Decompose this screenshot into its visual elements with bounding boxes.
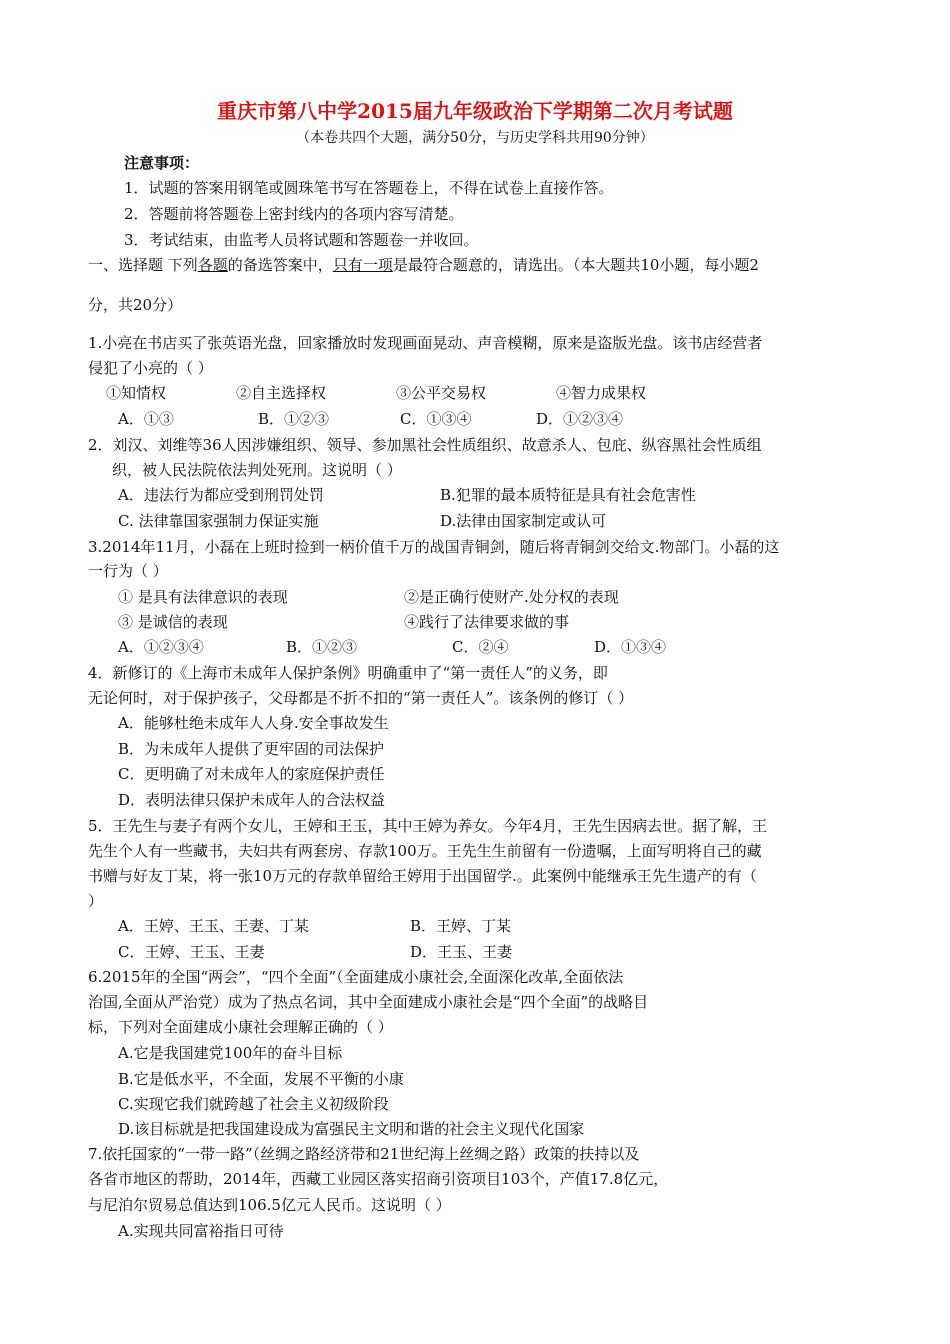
section-heading-underlined: 各题 [197, 256, 228, 274]
q3-statement-1: ① 是具有法律意识的表现 [118, 588, 288, 606]
section-heading-text: 一、选择题 下列 [88, 256, 198, 274]
notice-item: 2．答题前将答题卷上密封线内的各项内容写清楚。 [124, 205, 464, 223]
q3-option-a: A．①②③④ [118, 638, 204, 656]
question-5-stem: 书赠与好友丁某，将一张10万元的存款单留给王婷用于出国留学.。此案例中能继承王先生遗产的有（ [88, 867, 757, 885]
section-heading-cont: 分，共20分） [88, 296, 183, 314]
q6-option-a: A.它是我国建党100年的奋斗目标 [118, 1044, 343, 1062]
question-6-stem: 治国,全面从严治党）成为了热点名词，其中全面建成小康社会是“四个全面”的战略目 [88, 993, 649, 1011]
section-heading-underlined: 只有一项 [332, 256, 393, 274]
question-2-stem: 2．刘汉、刘维等36人因涉嫌组织、领导、参加黑社会性质组织、故意杀人、包庇、纵容黑社会性质组 [88, 436, 762, 454]
q5-option-d: D．王玉、王妻 [410, 943, 513, 961]
q3-option-c: C．②④ [452, 638, 509, 656]
notice-item: 1．试题的答案用钢笔或圆珠笔书写在答题卷上，不得在试卷上直接作答。 [124, 179, 614, 197]
section-heading-text: 的备选答案中， [227, 256, 333, 274]
question-6-stem: 标，下列对全面建成小康社会理解正确的（ ） [88, 1018, 393, 1036]
q3-statement-3: ③ 是诚信的表现 [118, 613, 228, 631]
q2-option-b: B.犯罪的最本质特征是具有社会危害性 [440, 486, 696, 504]
question-3-stem: 一行为（ ） [88, 562, 168, 580]
q1-statement-3: ③公平交易权 [396, 384, 487, 402]
question-7-stem: 与尼泊尔贸易总值达到106.5亿元人民币。这说明（ ） [88, 1196, 451, 1214]
q4-option-c: C．更明确了对未成年人的家庭保护责任 [118, 765, 385, 783]
exam-subtitle: （本卷共四个大题，满分50分，与历史学科共用90分钟） [296, 130, 654, 146]
q1-option-a: A．①③ [118, 410, 174, 428]
q3-statement-2: ②是正确行使财产.处分权的表现 [404, 588, 619, 606]
q1-statement-2: ②自主选择权 [236, 384, 327, 402]
q3-option-b: B．①②③ [286, 638, 358, 656]
question-5-stem: ） [88, 892, 104, 910]
q1-option-c: C．①③④ [400, 410, 472, 428]
q7-option-a: A.实现共同富裕指日可待 [118, 1222, 284, 1240]
q3-option-d: D．①③④ [594, 638, 667, 656]
question-2-stem: 织，被人民法院依法判处死刑。这说明（ ） [112, 461, 402, 479]
q1-option-b: B．①②③ [258, 410, 330, 428]
q5-option-a: A．王婷、王玉、王妻、丁某 [118, 917, 309, 935]
notice-item: 3．考试结束，由监考人员将试题和答题卷一并收回。 [124, 231, 479, 249]
exam-title: 重庆市第八中学2015届九年级政治下学期第二次月考试题 [217, 99, 733, 123]
q6-option-d: D.该目标就是把我国建设成为富强民主文明和谐的社会主义现代化国家 [118, 1120, 585, 1138]
q1-statement-1: ①知情权 [106, 384, 167, 402]
question-4-stem: 4．新修订的《上海市未成年人保护条例》明确重申了“第一责任人”的义务，即 [88, 664, 608, 682]
q4-option-b: B．为未成年人提供了更牢固的司法保护 [118, 740, 385, 758]
q6-option-b: B.它是低水平，不全面，发展不平衡的小康 [118, 1070, 404, 1088]
q4-option-a: A．能够杜绝未成年人人身.安全事故发生 [118, 714, 389, 732]
q6-option-c: C.实现它我们就跨越了社会主义初级阶段 [118, 1095, 389, 1113]
q1-statement-4: ④智力成果权 [556, 384, 647, 402]
q2-option-d: D.法律由国家制定或认可 [440, 512, 607, 530]
question-7-stem: 7.依托国家的“一带一路”（丝绸之路经济带和21世纪海上丝绸之路）政策的扶持以及 [88, 1145, 640, 1163]
section-heading [88, 254, 759, 276]
q4-option-d: D．表明法律只保护未成年人的合法权益 [118, 791, 386, 809]
q2-option-c: C. 法律靠国家强制力保证实施 [118, 512, 319, 530]
question-3-stem: 3.2014年11月，小磊在上班时捡到一柄价值千万的战国青铜剑，随后将青铜剑交给文.物部门。小磊的这 [88, 538, 780, 556]
question-5-stem: 先生个人有一些藏书，夫妇共有两套房、存款100万。王先生生前留有一份遗嘱，上面写明将自己的藏 [88, 842, 762, 860]
question-7-stem: 各省市地区的帮助，2014年，西藏工业园区落实招商引资项目103个，产值17.8亿元， [88, 1170, 669, 1188]
q5-option-c: C．王婷、王玉、王妻 [118, 943, 265, 961]
question-6-stem: 6.2015年的全国“两会”，“四个全面”（全面建成小康社会,全面深化改革,全面依法 [88, 968, 624, 986]
question-1-stem: 侵犯了小亮的（ ） [88, 359, 213, 377]
q3-statement-4: ④践行了法律要求做的事 [404, 613, 570, 631]
q5-option-b: B．王婷、丁某 [410, 917, 512, 935]
question-4-stem: 无论何时，对于保护孩子，父母都是不折不扣的“第一责任人”。该条例的修订（ ） [88, 689, 634, 707]
q1-option-d: D．①②③④ [536, 410, 624, 428]
notice-heading: 注意事项： [124, 154, 200, 172]
question-5-stem: 5．王先生与妻子有两个女儿，王婷和王玉，其中王婷为养女。今年4月，王先生因病去世。据了解，王 [88, 817, 768, 835]
question-1-stem: 1.小亮在书店买了张英语光盘，回家播放时发现画面晃动、声音模糊，原来是盗版光盘。该书店经营者 [88, 334, 763, 352]
section-heading-text: 是最符合题意的，请选出。（本大题共10小题，每小题2 [392, 256, 759, 274]
q2-option-a: A．违法行为都应受到刑罚处罚 [118, 486, 324, 504]
